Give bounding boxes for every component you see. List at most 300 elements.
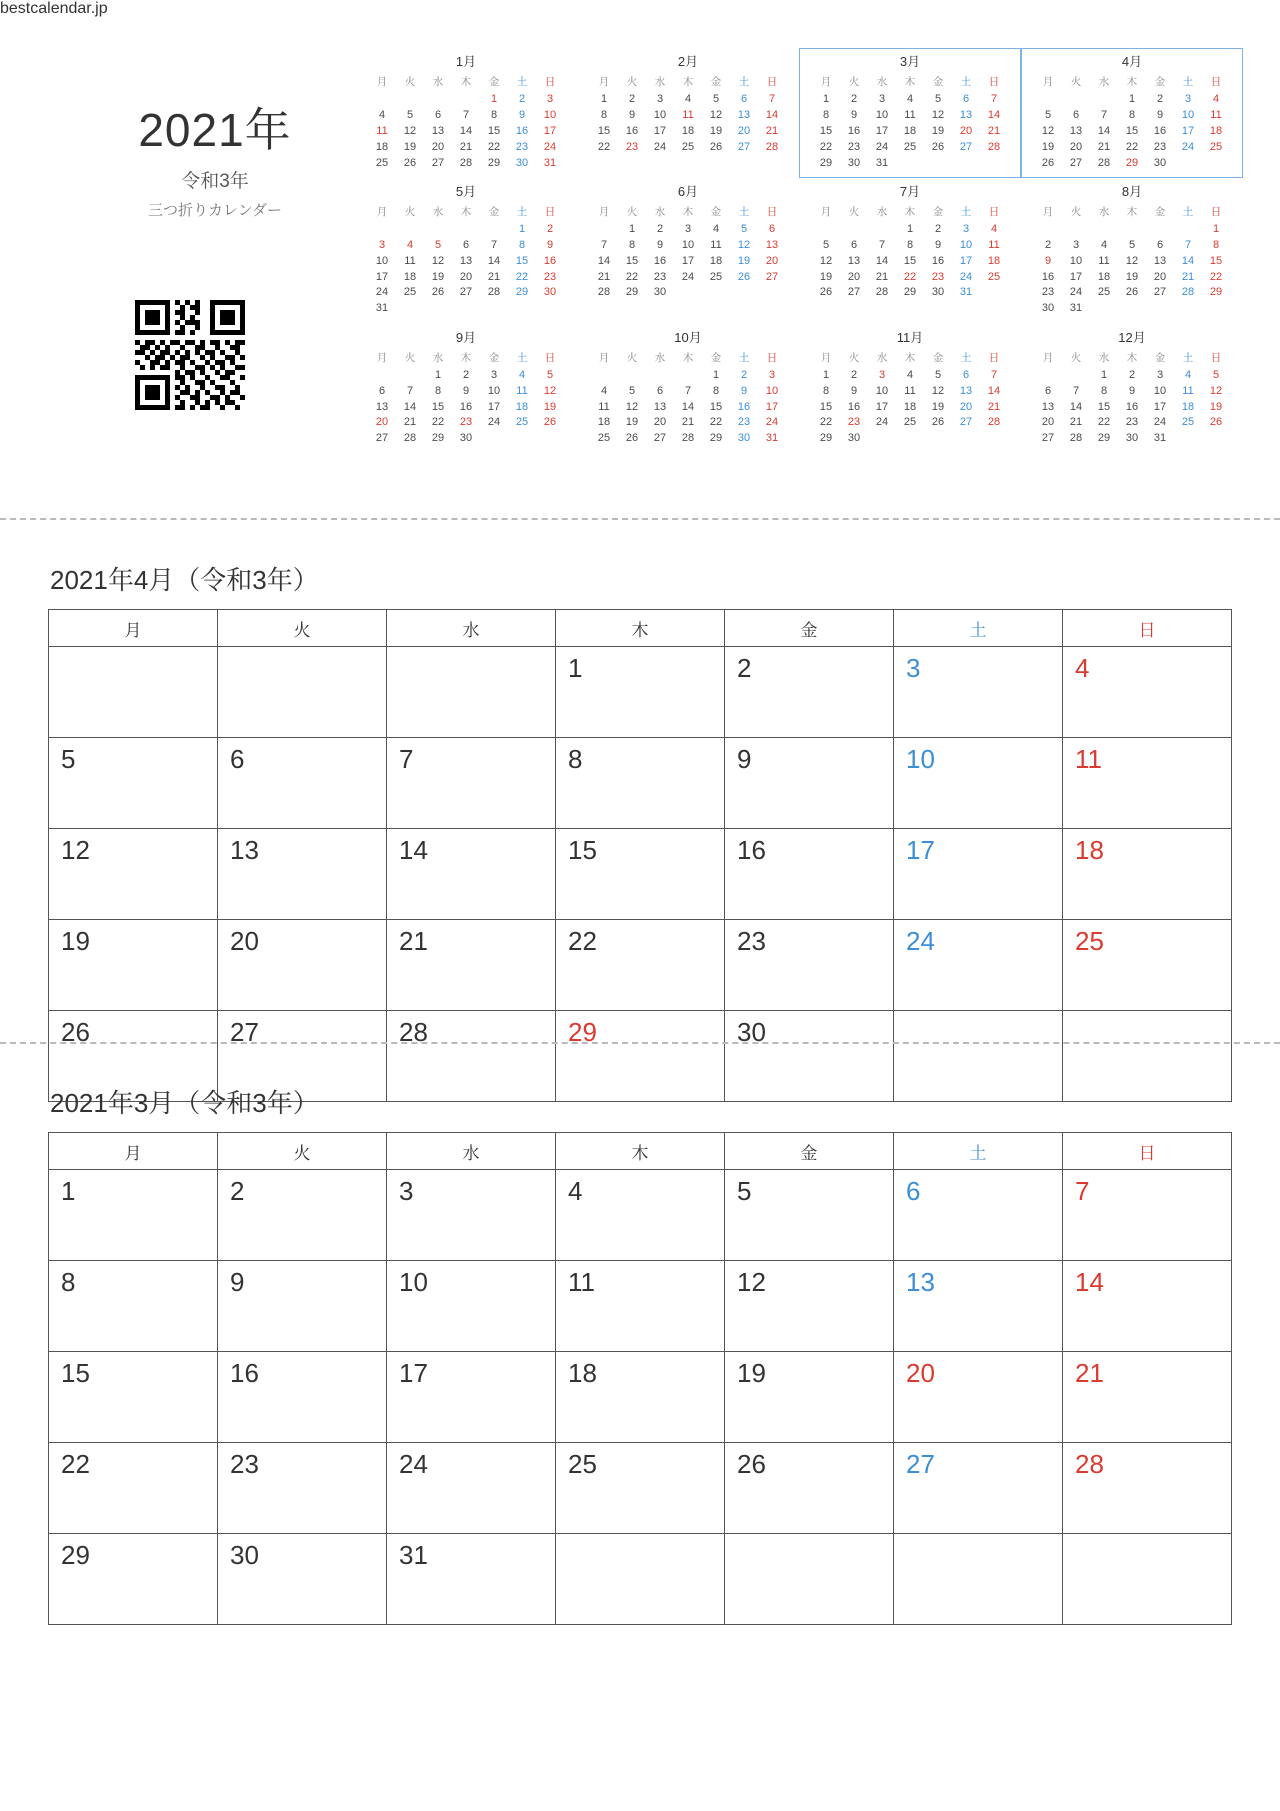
mini-day-cell[interactable]: 21 [1069, 416, 1083, 429]
mini-day-cell[interactable]: 21 [487, 270, 501, 283]
day-cell[interactable]: 4 [556, 1170, 725, 1261]
day-cell[interactable]: 11 [1063, 738, 1232, 829]
mini-day-cell[interactable]: 4 [1212, 93, 1220, 106]
mini-day-cell[interactable]: 2 [850, 368, 858, 381]
mini-day-cell[interactable]: 18 [1181, 400, 1195, 413]
day-cell[interactable]: 10 [387, 1261, 556, 1352]
day-cell[interactable]: 16 [218, 1352, 387, 1443]
mini-day-cell[interactable]: 20 [431, 140, 445, 153]
mini-day-cell[interactable]: 29 [1209, 286, 1223, 299]
mini-month[interactable] [355, 178, 577, 324]
mini-day-cell[interactable]: 15 [487, 124, 501, 137]
mini-day-cell[interactable]: 13 [1153, 254, 1167, 267]
mini-month[interactable] [799, 324, 1021, 454]
mini-day-cell[interactable]: 10 [959, 239, 973, 252]
day-cell[interactable]: 17 [894, 829, 1063, 920]
day-cell[interactable]: 13 [218, 829, 387, 920]
mini-day-cell[interactable]: 20 [1153, 270, 1167, 283]
mini-day-cell[interactable]: 8 [1100, 384, 1108, 397]
mini-day-cell[interactable]: 5 [406, 109, 414, 122]
mini-day-cell[interactable]: 3 [378, 239, 386, 252]
day-cell[interactable]: 14 [1063, 1261, 1232, 1352]
mini-day-cell[interactable]: 26 [625, 432, 639, 445]
mini-day-cell[interactable]: 5 [434, 239, 442, 252]
mini-day-cell[interactable]: 21 [597, 270, 611, 283]
mini-day-cell[interactable]: 5 [1044, 109, 1052, 122]
day-cell[interactable]: 28 [387, 1011, 556, 1102]
mini-day-cell[interactable]: 11 [1210, 109, 1222, 122]
mini-day-cell[interactable]: 14 [487, 254, 501, 267]
mini-day-cell[interactable]: 10 [653, 109, 667, 122]
mini-day-cell[interactable]: 11 [598, 400, 610, 413]
mini-day-cell[interactable]: 22 [1097, 416, 1111, 429]
mini-day-cell[interactable]: 14 [681, 400, 695, 413]
mini-day-cell[interactable]: 31 [375, 302, 389, 315]
mini-day-cell[interactable]: 27 [959, 416, 973, 429]
mini-day-cell[interactable]: 2 [462, 368, 470, 381]
mini-day-cell[interactable]: 16 [737, 400, 751, 413]
mini-day-cell[interactable]: 10 [487, 384, 501, 397]
mini-day-cell[interactable]: 25 [375, 156, 389, 169]
mini-day-cell[interactable]: 16 [1125, 400, 1139, 413]
mini-month[interactable] [1021, 324, 1243, 454]
mini-day-cell[interactable]: 8 [434, 384, 442, 397]
mini-day-cell[interactable]: 7 [490, 239, 498, 252]
mini-day-cell[interactable]: 28 [1069, 432, 1083, 445]
mini-day-cell[interactable]: 3 [962, 223, 970, 236]
mini-day-cell[interactable]: 5 [546, 368, 554, 381]
mini-day-cell[interactable]: 17 [1153, 400, 1167, 413]
mini-day-cell[interactable]: 7 [600, 239, 608, 252]
mini-day-cell[interactable]: 19 [543, 400, 557, 413]
mini-day-cell[interactable]: 19 [1209, 400, 1223, 413]
mini-day-cell[interactable]: 23 [847, 140, 861, 153]
day-cell[interactable]: 10 [894, 738, 1063, 829]
mini-day-cell[interactable]: 4 [406, 239, 414, 252]
mini-day-cell[interactable]: 18 [597, 416, 611, 429]
mini-day-cell[interactable]: 25 [903, 140, 917, 153]
mini-day-cell[interactable]: 10 [543, 109, 557, 122]
mini-day-cell[interactable]: 5 [628, 384, 636, 397]
mini-day-cell[interactable]: 16 [459, 400, 473, 413]
mini-day-cell[interactable]: 16 [1041, 270, 1055, 283]
mini-day-cell[interactable]: 21 [987, 124, 1001, 137]
mini-day-cell[interactable]: 18 [403, 270, 417, 283]
mini-day-cell[interactable]: 3 [1184, 93, 1192, 106]
day-cell[interactable]: 14 [387, 829, 556, 920]
mini-day-cell[interactable]: 22 [1209, 270, 1223, 283]
mini-day-cell[interactable]: 13 [959, 109, 973, 122]
mini-day-cell[interactable]: 8 [712, 384, 720, 397]
mini-day-cell[interactable]: 27 [1153, 286, 1167, 299]
mini-day-cell[interactable]: 27 [1069, 156, 1083, 169]
mini-day-cell[interactable]: 13 [431, 124, 445, 137]
mini-day-cell[interactable]: 23 [625, 140, 639, 153]
mini-day-cell[interactable]: 31 [959, 286, 973, 299]
mini-day-cell[interactable]: 8 [906, 239, 914, 252]
mini-day-cell[interactable]: 12 [819, 254, 833, 267]
mini-day-cell[interactable]: 14 [597, 254, 611, 267]
mini-day-cell[interactable]: 14 [459, 124, 473, 137]
day-cell[interactable]: 30 [725, 1011, 894, 1102]
mini-day-cell[interactable]: 19 [431, 270, 445, 283]
mini-day-cell[interactable]: 24 [875, 140, 889, 153]
mini-day-cell[interactable]: 16 [515, 124, 529, 137]
day-cell[interactable]: 26 [49, 1011, 218, 1102]
mini-day-cell[interactable]: 4 [600, 384, 608, 397]
mini-day-cell[interactable]: 24 [959, 270, 973, 283]
mini-day-cell[interactable]: 1 [1128, 93, 1136, 106]
mini-day-cell[interactable]: 19 [1041, 140, 1055, 153]
mini-day-cell[interactable]: 8 [822, 109, 830, 122]
mini-day-cell[interactable]: 9 [1044, 254, 1052, 267]
mini-day-cell[interactable]: 10 [875, 109, 889, 122]
mini-day-cell[interactable]: 24 [543, 140, 557, 153]
mini-day-cell[interactable]: 23 [1041, 286, 1055, 299]
mini-day-cell[interactable]: 26 [819, 286, 833, 299]
mini-day-cell[interactable]: 8 [628, 239, 636, 252]
mini-day-cell[interactable]: 6 [1156, 239, 1164, 252]
mini-day-cell[interactable]: 6 [378, 384, 386, 397]
mini-day-cell[interactable]: 16 [543, 254, 557, 267]
mini-day-cell[interactable]: 29 [487, 156, 501, 169]
mini-day-cell[interactable]: 4 [906, 93, 914, 106]
mini-day-cell[interactable]: 26 [737, 270, 751, 283]
day-cell[interactable]: 6 [218, 738, 387, 829]
mini-day-cell[interactable]: 27 [737, 140, 751, 153]
mini-day-cell[interactable]: 4 [712, 223, 720, 236]
mini-day-cell[interactable]: 28 [1181, 286, 1195, 299]
mini-day-cell[interactable]: 26 [543, 416, 557, 429]
mini-day-cell[interactable]: 29 [1125, 156, 1139, 169]
mini-day-cell[interactable]: 20 [459, 270, 473, 283]
mini-day-cell[interactable]: 30 [543, 286, 557, 299]
mini-day-cell[interactable]: 15 [1125, 124, 1139, 137]
mini-day-cell[interactable]: 12 [625, 400, 639, 413]
mini-day-cell[interactable]: 16 [625, 124, 639, 137]
mini-day-cell[interactable]: 24 [487, 416, 501, 429]
day-cell[interactable]: 15 [556, 829, 725, 920]
mini-day-cell[interactable]: 11 [988, 239, 1000, 252]
mini-day-cell[interactable]: 26 [931, 140, 945, 153]
mini-day-cell[interactable]: 16 [847, 400, 861, 413]
mini-day-cell[interactable]: 31 [543, 156, 557, 169]
mini-day-cell[interactable]: 11 [404, 254, 416, 267]
day-cell[interactable]: 18 [556, 1352, 725, 1443]
mini-day-cell[interactable]: 3 [490, 368, 498, 381]
mini-day-cell[interactable]: 17 [543, 124, 557, 137]
mini-day-cell[interactable]: 23 [847, 416, 861, 429]
mini-day-cell[interactable]: 1 [434, 368, 442, 381]
mini-day-cell[interactable]: 10 [681, 239, 695, 252]
mini-day-cell[interactable]: 28 [597, 286, 611, 299]
mini-day-cell[interactable]: 7 [768, 93, 776, 106]
mini-day-cell[interactable]: 21 [459, 140, 473, 153]
day-cell[interactable]: 24 [387, 1443, 556, 1534]
mini-day-cell[interactable]: 7 [990, 368, 998, 381]
mini-day-cell[interactable]: 7 [1184, 239, 1192, 252]
day-cell[interactable]: 29 [556, 1011, 725, 1102]
mini-day-cell[interactable]: 27 [847, 286, 861, 299]
mini-day-cell[interactable]: 18 [1097, 270, 1111, 283]
mini-day-cell[interactable]: 12 [931, 109, 945, 122]
day-cell[interactable]: 22 [49, 1443, 218, 1534]
mini-day-cell[interactable]: 25 [515, 416, 529, 429]
mini-day-cell[interactable]: 19 [819, 270, 833, 283]
mini-day-cell[interactable]: 9 [546, 239, 554, 252]
mini-day-cell[interactable]: 15 [597, 124, 611, 137]
mini-day-cell[interactable]: 9 [934, 239, 942, 252]
mini-day-cell[interactable]: 3 [1072, 239, 1080, 252]
mini-day-cell[interactable]: 27 [765, 270, 779, 283]
day-cell[interactable]: 30 [218, 1534, 387, 1625]
mini-day-cell[interactable]: 19 [737, 254, 751, 267]
mini-day-cell[interactable]: 28 [1097, 156, 1111, 169]
day-cell[interactable]: 12 [725, 1261, 894, 1352]
mini-day-cell[interactable]: 20 [1041, 416, 1055, 429]
mini-day-cell[interactable]: 6 [462, 239, 470, 252]
mini-day-cell[interactable]: 13 [959, 384, 973, 397]
mini-day-cell[interactable]: 17 [487, 400, 501, 413]
mini-day-cell[interactable]: 31 [1069, 302, 1083, 315]
mini-day-cell[interactable]: 8 [490, 109, 498, 122]
mini-day-cell[interactable]: 27 [653, 432, 667, 445]
day-cell[interactable]: 6 [894, 1170, 1063, 1261]
mini-day-cell[interactable]: 25 [597, 432, 611, 445]
mini-day-cell[interactable]: 24 [681, 270, 695, 283]
day-cell[interactable]: 16 [725, 829, 894, 920]
mini-day-cell[interactable]: 2 [628, 93, 636, 106]
day-cell[interactable]: 11 [556, 1261, 725, 1352]
mini-day-cell[interactable]: 22 [597, 140, 611, 153]
mini-month[interactable] [577, 48, 799, 178]
mini-day-cell[interactable]: 11 [904, 109, 916, 122]
mini-day-cell[interactable]: 16 [847, 124, 861, 137]
mini-day-cell[interactable]: 24 [375, 286, 389, 299]
mini-day-cell[interactable]: 30 [515, 156, 529, 169]
mini-day-cell[interactable]: 5 [934, 93, 942, 106]
mini-day-cell[interactable]: 11 [710, 239, 722, 252]
mini-day-cell[interactable]: 17 [653, 124, 667, 137]
mini-day-cell[interactable]: 25 [1209, 140, 1223, 153]
mini-day-cell[interactable]: 10 [875, 384, 889, 397]
mini-day-cell[interactable]: 16 [1153, 124, 1167, 137]
mini-day-cell[interactable]: 2 [1044, 239, 1052, 252]
mini-day-cell[interactable]: 26 [431, 286, 445, 299]
mini-day-cell[interactable]: 27 [959, 140, 973, 153]
mini-day-cell[interactable]: 13 [653, 400, 667, 413]
mini-day-cell[interactable]: 18 [987, 254, 1001, 267]
mini-day-cell[interactable]: 20 [653, 416, 667, 429]
day-cell[interactable]: 17 [387, 1352, 556, 1443]
mini-month[interactable] [1021, 48, 1243, 178]
mini-day-cell[interactable]: 30 [653, 286, 667, 299]
mini-day-cell[interactable]: 13 [737, 109, 751, 122]
mini-day-cell[interactable]: 22 [625, 270, 639, 283]
mini-day-cell[interactable]: 23 [931, 270, 945, 283]
day-cell[interactable]: 3 [387, 1170, 556, 1261]
mini-day-cell[interactable]: 29 [819, 156, 833, 169]
mini-day-cell[interactable]: 9 [628, 109, 636, 122]
mini-day-cell[interactable]: 30 [1041, 302, 1055, 315]
mini-day-cell[interactable]: 28 [487, 286, 501, 299]
mini-day-cell[interactable]: 1 [712, 368, 720, 381]
day-cell[interactable]: 5 [49, 738, 218, 829]
mini-day-cell[interactable]: 23 [459, 416, 473, 429]
mini-day-cell[interactable]: 17 [875, 400, 889, 413]
mini-day-cell[interactable]: 17 [1181, 124, 1195, 137]
day-cell[interactable]: 25 [1063, 920, 1232, 1011]
mini-day-cell[interactable]: 16 [931, 254, 945, 267]
mini-day-cell[interactable]: 20 [847, 270, 861, 283]
mini-day-cell[interactable]: 9 [1156, 109, 1164, 122]
mini-day-cell[interactable]: 26 [709, 140, 723, 153]
mini-day-cell[interactable]: 27 [459, 286, 473, 299]
mini-day-cell[interactable]: 8 [600, 109, 608, 122]
mini-day-cell[interactable]: 14 [1181, 254, 1195, 267]
mini-day-cell[interactable]: 14 [987, 384, 1001, 397]
mini-day-cell[interactable]: 2 [656, 223, 664, 236]
mini-day-cell[interactable]: 21 [403, 416, 417, 429]
day-cell[interactable]: 5 [725, 1170, 894, 1261]
mini-day-cell[interactable]: 6 [656, 384, 664, 397]
mini-day-cell[interactable]: 2 [1156, 93, 1164, 106]
day-cell[interactable]: 27 [218, 1011, 387, 1102]
mini-day-cell[interactable]: 6 [850, 239, 858, 252]
mini-month[interactable] [799, 178, 1021, 324]
mini-day-cell[interactable]: 5 [740, 223, 748, 236]
mini-day-cell[interactable]: 2 [1128, 368, 1136, 381]
mini-day-cell[interactable]: 6 [962, 368, 970, 381]
mini-day-cell[interactable]: 6 [434, 109, 442, 122]
mini-day-cell[interactable]: 1 [822, 368, 830, 381]
mini-day-cell[interactable]: 4 [906, 368, 914, 381]
mini-day-cell[interactable]: 23 [1153, 140, 1167, 153]
mini-day-cell[interactable]: 3 [684, 223, 692, 236]
mini-day-cell[interactable]: 6 [740, 93, 748, 106]
mini-day-cell[interactable]: 1 [628, 223, 636, 236]
day-cell[interactable]: 13 [894, 1261, 1063, 1352]
mini-day-cell[interactable]: 13 [765, 239, 779, 252]
mini-day-cell[interactable]: 5 [1212, 368, 1220, 381]
mini-day-cell[interactable]: 5 [712, 93, 720, 106]
day-cell[interactable]: 9 [725, 738, 894, 829]
mini-day-cell[interactable]: 2 [740, 368, 748, 381]
mini-day-cell[interactable]: 9 [740, 384, 748, 397]
mini-day-cell[interactable]: 5 [822, 239, 830, 252]
mini-day-cell[interactable]: 3 [878, 93, 886, 106]
mini-day-cell[interactable]: 24 [1153, 416, 1167, 429]
mini-day-cell[interactable]: 15 [431, 400, 445, 413]
mini-day-cell[interactable]: 22 [487, 140, 501, 153]
mini-day-cell[interactable]: 7 [878, 239, 886, 252]
mini-day-cell[interactable]: 29 [1097, 432, 1111, 445]
day-cell[interactable]: 15 [49, 1352, 218, 1443]
mini-day-cell[interactable]: 29 [515, 286, 529, 299]
mini-day-cell[interactable]: 3 [768, 368, 776, 381]
mini-day-cell[interactable]: 3 [656, 93, 664, 106]
mini-day-cell[interactable]: 28 [459, 156, 473, 169]
day-cell[interactable]: 19 [725, 1352, 894, 1443]
mini-day-cell[interactable]: 14 [1097, 124, 1111, 137]
mini-day-cell[interactable]: 21 [875, 270, 889, 283]
mini-day-cell[interactable]: 2 [546, 223, 554, 236]
day-cell[interactable]: 1 [49, 1170, 218, 1261]
mini-day-cell[interactable]: 3 [546, 93, 554, 106]
mini-day-cell[interactable]: 20 [1069, 140, 1083, 153]
mini-day-cell[interactable]: 25 [681, 140, 695, 153]
mini-day-cell[interactable]: 12 [1125, 254, 1139, 267]
mini-day-cell[interactable]: 28 [987, 140, 1001, 153]
day-cell[interactable]: 1 [556, 647, 725, 738]
mini-day-cell[interactable]: 15 [1097, 400, 1111, 413]
mini-day-cell[interactable]: 29 [903, 286, 917, 299]
mini-day-cell[interactable]: 13 [1069, 124, 1083, 137]
mini-day-cell[interactable]: 1 [822, 93, 830, 106]
mini-day-cell[interactable]: 13 [375, 400, 389, 413]
day-cell[interactable]: 29 [49, 1534, 218, 1625]
mini-day-cell[interactable]: 9 [1128, 384, 1136, 397]
day-cell[interactable]: 2 [725, 647, 894, 738]
mini-day-cell[interactable]: 15 [515, 254, 529, 267]
day-cell[interactable]: 18 [1063, 829, 1232, 920]
mini-day-cell[interactable]: 21 [1097, 140, 1111, 153]
mini-day-cell[interactable]: 12 [403, 124, 417, 137]
mini-day-cell[interactable]: 9 [518, 109, 526, 122]
mini-day-cell[interactable]: 27 [1041, 432, 1055, 445]
mini-day-cell[interactable]: 25 [403, 286, 417, 299]
day-cell[interactable]: 2 [218, 1170, 387, 1261]
mini-day-cell[interactable]: 1 [600, 93, 608, 106]
mini-day-cell[interactable]: 28 [403, 432, 417, 445]
mini-day-cell[interactable]: 4 [1100, 239, 1108, 252]
mini-month[interactable] [577, 178, 799, 324]
mini-day-cell[interactable]: 7 [684, 384, 692, 397]
mini-day-cell[interactable]: 13 [1041, 400, 1055, 413]
mini-day-cell[interactable]: 15 [1209, 254, 1223, 267]
mini-month[interactable] [355, 324, 577, 454]
day-cell[interactable]: 23 [725, 920, 894, 1011]
day-cell[interactable]: 20 [218, 920, 387, 1011]
mini-day-cell[interactable]: 17 [765, 400, 779, 413]
day-cell[interactable]: 28 [1063, 1443, 1232, 1534]
mini-day-cell[interactable]: 29 [431, 432, 445, 445]
mini-day-cell[interactable]: 20 [765, 254, 779, 267]
mini-day-cell[interactable]: 14 [987, 109, 1001, 122]
mini-day-cell[interactable]: 26 [1125, 286, 1139, 299]
mini-day-cell[interactable]: 26 [931, 416, 945, 429]
mini-day-cell[interactable]: 3 [1156, 368, 1164, 381]
mini-day-cell[interactable]: 15 [709, 400, 723, 413]
mini-day-cell[interactable]: 24 [1181, 140, 1195, 153]
mini-day-cell[interactable]: 4 [378, 109, 386, 122]
mini-day-cell[interactable]: 1 [518, 223, 526, 236]
mini-day-cell[interactable]: 2 [518, 93, 526, 106]
mini-day-cell[interactable]: 30 [847, 432, 861, 445]
mini-day-cell[interactable]: 27 [375, 432, 389, 445]
mini-day-cell[interactable]: 10 [1153, 384, 1167, 397]
mini-day-cell[interactable]: 26 [1209, 416, 1223, 429]
mini-day-cell[interactable]: 2 [850, 93, 858, 106]
mini-day-cell[interactable]: 4 [990, 223, 998, 236]
mini-day-cell[interactable]: 10 [375, 254, 389, 267]
day-cell[interactable]: 25 [556, 1443, 725, 1534]
mini-day-cell[interactable]: 4 [1184, 368, 1192, 381]
mini-day-cell[interactable]: 31 [765, 432, 779, 445]
mini-day-cell[interactable]: 6 [962, 93, 970, 106]
mini-day-cell[interactable]: 29 [625, 286, 639, 299]
mini-day-cell[interactable]: 11 [904, 384, 916, 397]
